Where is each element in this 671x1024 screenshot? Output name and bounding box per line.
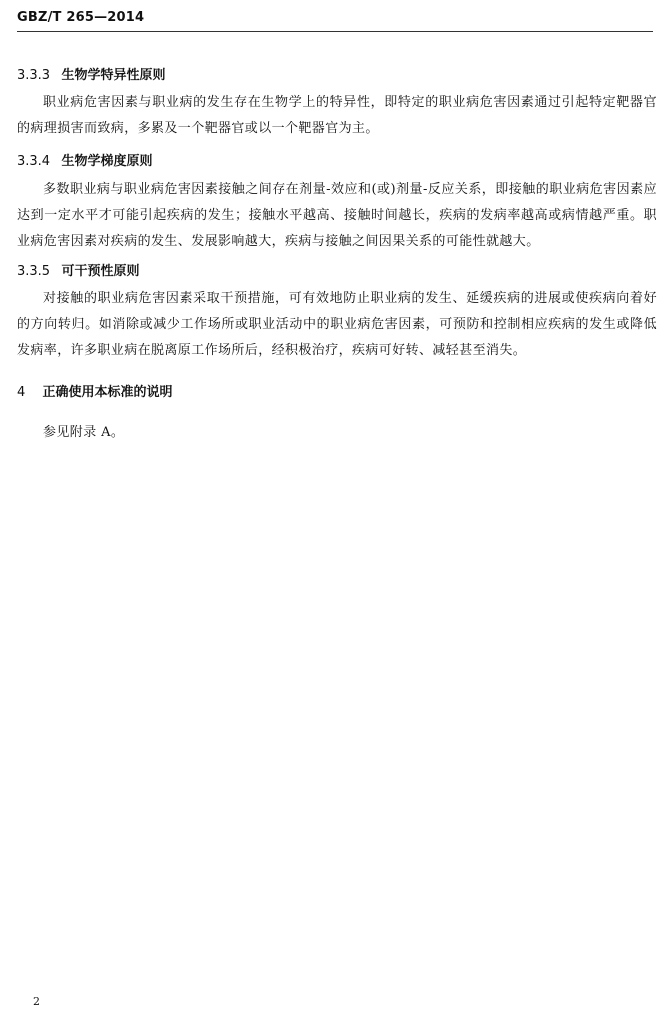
section-number: 3.3.4 (17, 154, 51, 169)
section-title: 生物学梯度原则 (61, 154, 153, 169)
section-paragraph-3-3-5: 对接触的职业病危害因素采取干预措施，可有效地防止职业病的发生、延缓疾病的进展或使疾病向着好的方向转归。如消除或减少工作场所或职业活动中的职业病危害因素，可预防和控制相应疾病的发生或降低发病率，许多职业病在脱离原工作场所后，经积极治疗，疾病可好转、减轻甚至消失。 (17, 291, 657, 358)
section-heading-3-3-3 (17, 64, 166, 83)
section-title: 生物学特异性原则 (61, 68, 166, 83)
section-paragraph-4: 参见附录 A。 (43, 425, 125, 440)
section-heading-3-3-4 (17, 150, 153, 169)
section-title: 可干预性原则 (61, 264, 140, 279)
section-paragraph-3-3-4: 多数职业病与职业病危害因素接触之间存在剂量-效应和(或)剂量-反应关系，即接触的职业病危害因素应达到一定水平才可能引起疾病的发生；接触水平越高、接触时间越长，疾病的发病率越高或病情越严重。职业病危害因素对疾病的发生、发展影响越大，疾病与接触之间因果关系的可能性就越大。 (17, 182, 657, 249)
section-heading-4 (17, 381, 173, 400)
standard-code-header: GBZ/T 265—2014 (17, 10, 145, 25)
section-title: 正确使用本标准的说明 (42, 385, 173, 400)
section-paragraph-3-3-3: 职业病危害因素与职业病的发生存在生物学上的特异性，即特定的职业病危害因素通过引起特定靶器官的病理损害而致病，多累及一个靶器官或以一个靶器官为主。 (17, 95, 657, 136)
section-number: 3.3.3 (17, 68, 51, 83)
page-number: 2 (33, 995, 40, 1008)
section-number: 3.3.5 (17, 264, 51, 279)
section-number: 4 (17, 385, 26, 400)
section-heading-3-3-5 (17, 260, 140, 279)
header-divider (17, 31, 653, 32)
